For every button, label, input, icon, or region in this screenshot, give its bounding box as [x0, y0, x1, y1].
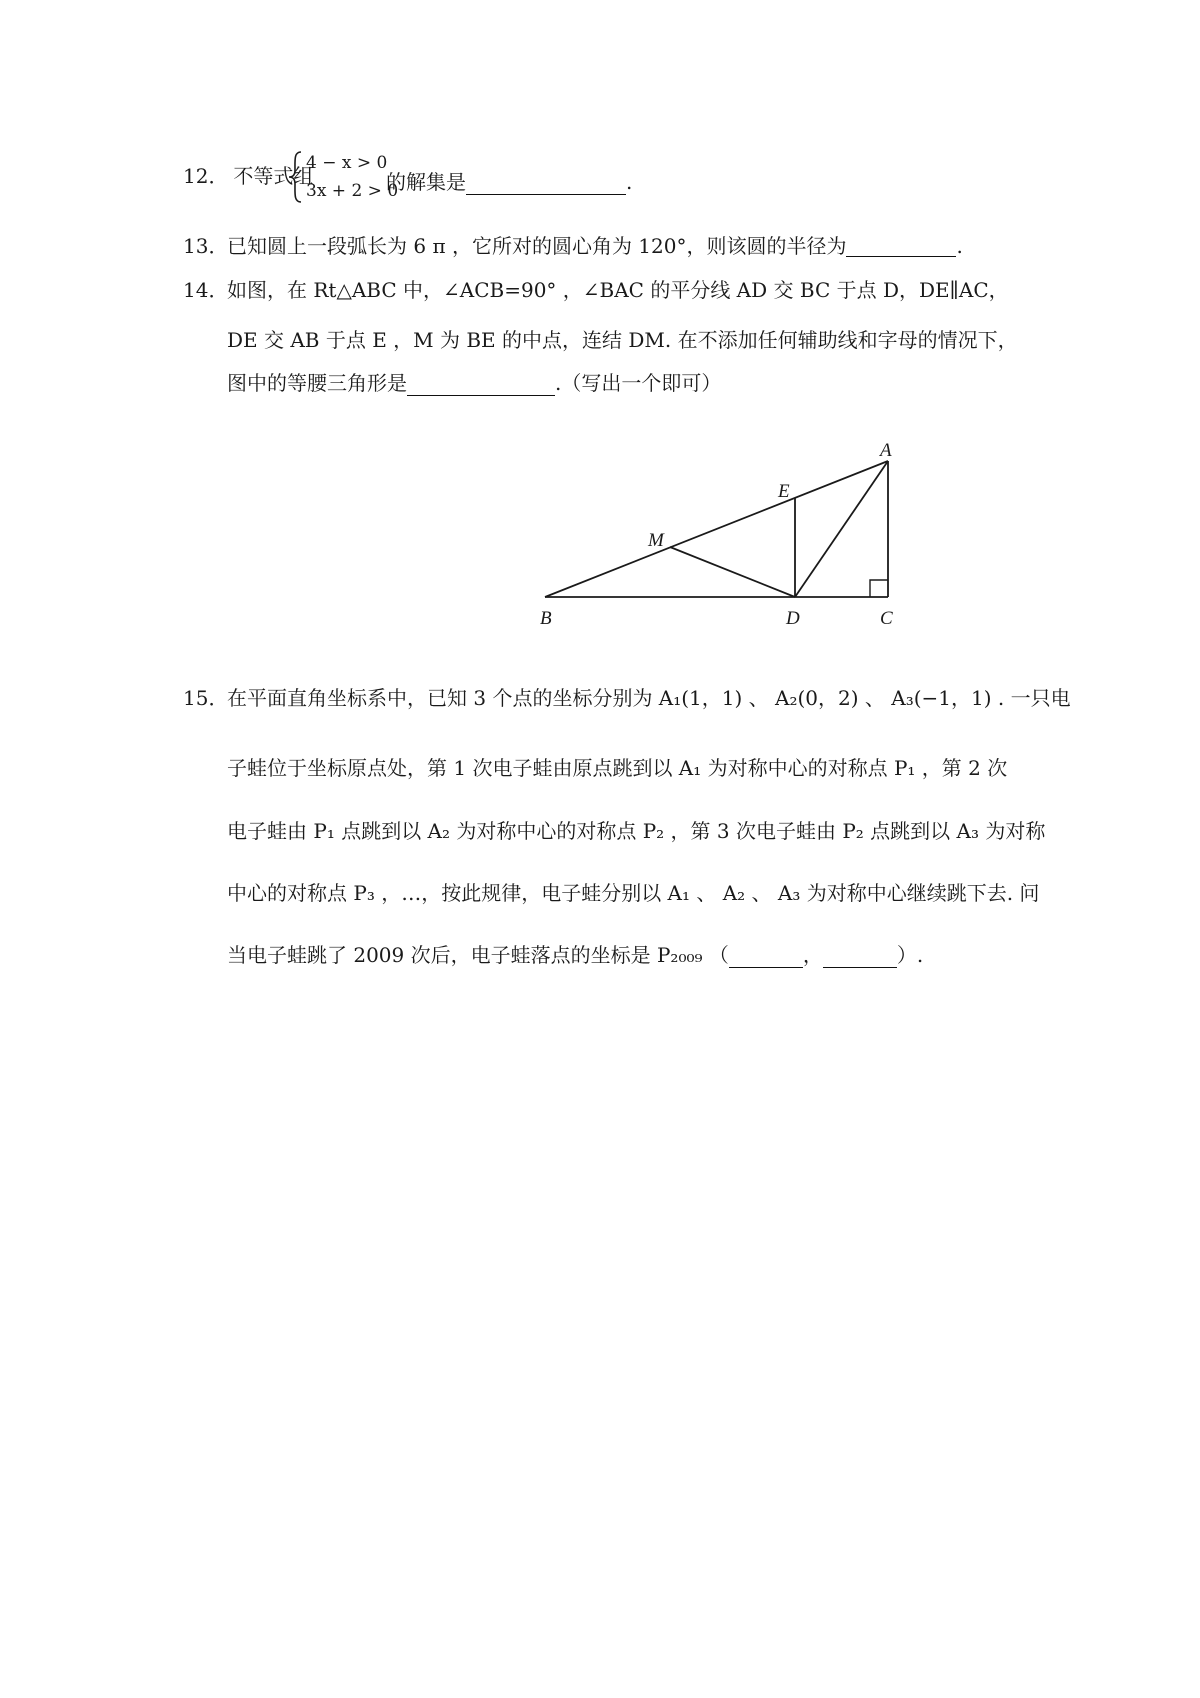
question-text: 图中的等腰三角形是 [227, 371, 407, 395]
label-c: C [880, 608, 893, 629]
answer-blank-x[interactable] [729, 943, 803, 968]
question-text-line-1: 如图，在 Rt△ABC 中，∠ACB=90° ，∠BAC 的平分线 AD 交 BC 于点 D，DE∥AC， [227, 278, 1009, 302]
label-b: B [540, 608, 552, 629]
closing: ）. [896, 943, 924, 967]
question-15-line-3: 电子蛙由 P₁ 点跳到以 A₂ 为对称中心的对称点 P₂ ，第 3 次电子蛙由 P₂ 点跳到以 A₃ 为对称 [227, 819, 1046, 843]
right-angle-mark [870, 580, 888, 597]
period: . [956, 234, 963, 258]
question-number: 12． [183, 164, 229, 188]
question-text: .（写出一个即可） [555, 371, 722, 395]
question-text: 当电子蛙跳了 2009 次后，电子蛙落点的坐标是 P₂₀₀₉ （ [227, 943, 729, 967]
label-a: A [880, 440, 892, 461]
period: . [626, 170, 633, 194]
question-15-line-2: 子蛙位于坐标原点处，第 1 次电子蛙由原点跳到以 A₁ 为对称中心的对称点 P₁ ，第 2 次 [227, 756, 1008, 780]
label-d: D [786, 608, 800, 629]
segment-ad [795, 461, 888, 597]
question-number: 15． [183, 686, 229, 710]
segment-dm [670, 547, 795, 597]
question-text: 不等式组 [233, 164, 314, 188]
segment-ba [545, 461, 888, 597]
question-number: 14． [183, 278, 229, 302]
question-15 [183, 688, 1071, 708]
question-text-line-1: 在平面直角坐标系中，已知 3 个点的坐标分别为 A₁(1，1) 、 A₂(0，2) 、 A₃(−1，1) . 一只电 [227, 686, 1071, 710]
triangle-figure [0, 0, 1200, 700]
comma: ， [802, 943, 823, 967]
label-e: E [778, 481, 790, 502]
question-text: 已知圆上一段弧长为 6 π ，它所对的圆心角为 120°，则该圆的半径为 [227, 234, 847, 258]
question-text: 的解集是 [386, 170, 466, 194]
label-m: M [648, 530, 664, 551]
answer-blank-y[interactable] [823, 943, 897, 968]
question-number: 13． [183, 234, 229, 258]
question-14-line-2: DE 交 AB 于点 E ，M 为 BE 的中点，连结 DM. 在不添加任何辅助线和字母的情况下， [227, 328, 1018, 352]
question-15-line-4: 中心的对称点 P₃ ，…，按此规律，电子蛙分别以 A₁ 、 A₂ 、 A₃ 为对称中心继续跳下去. 问 [227, 881, 1040, 905]
inequality-1: 4 − x > 0 [306, 153, 388, 173]
inequality-2: 3x + 2 > 0 [306, 181, 399, 201]
question-15-line-5 [227, 939, 923, 968]
